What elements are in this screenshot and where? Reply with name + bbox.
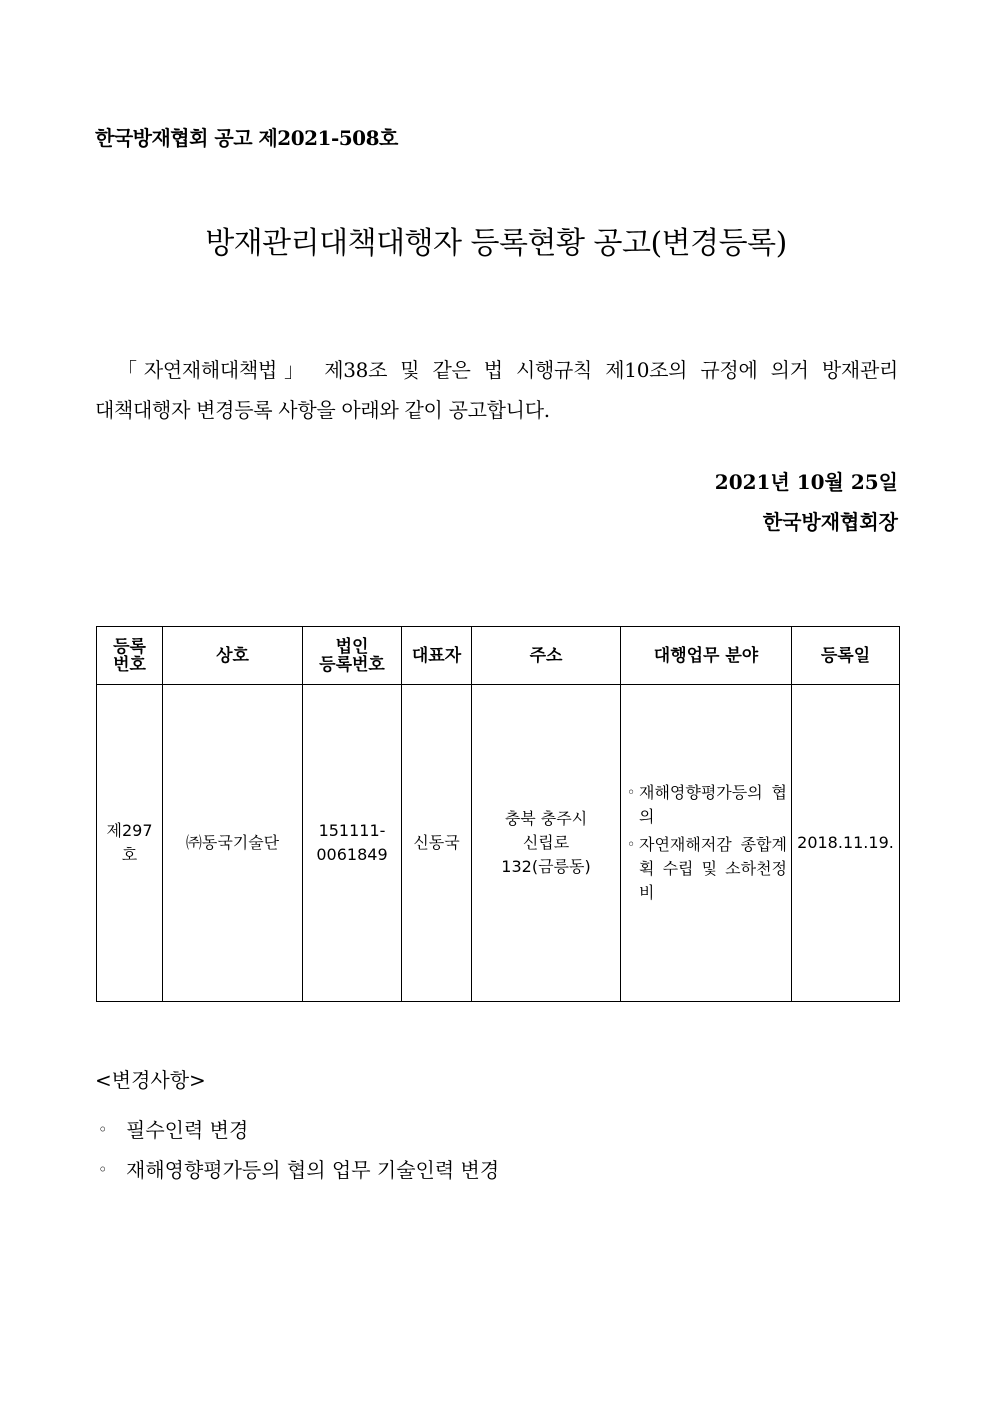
notice-body-line-1: 「자연재해대책법」 제38조 및 같은 법 시행규칙 제10조의 규정에 의거 방재관리 [117, 358, 898, 382]
change-item: 필수인력 변경 [126, 1118, 249, 1142]
cell-corp-no [303, 685, 402, 1002]
document-title: 방재관리대책대행자 등록현황 공고(변경등록) [205, 226, 787, 261]
cell-address [472, 685, 621, 1002]
header-company: 상호 [163, 627, 303, 685]
bullet-icon: ◦ [627, 785, 636, 801]
bullet-icon: ◦ [98, 1120, 108, 1139]
changes-title: <변경사항> [95, 1068, 206, 1092]
changes-list [98, 1110, 499, 1190]
notice-body-line-2: 대책대행자 변경등록 사항을 아래와 같이 공고합니다. [95, 398, 550, 422]
header-fields: 대행업무 분야 [621, 627, 792, 685]
notice-body [95, 350, 898, 430]
header-representative: 대표자 [402, 627, 472, 685]
address-line-2: 신립로 [522, 833, 570, 852]
table-header-row [97, 627, 900, 685]
cell-company: ㈜동국기술단 [163, 685, 303, 1002]
list-item [627, 833, 787, 905]
header-corp-no [303, 627, 402, 685]
header-reg-no-line-2: 번호 [113, 654, 146, 675]
header-reg-date: 등록일 [792, 627, 900, 685]
corp-no-line-2: 0061849 [316, 845, 388, 864]
field-text: 재해영향평가등의 협의 [639, 783, 787, 826]
issuer: 한국방재협회장 [762, 510, 898, 534]
header-corp-no-line-2: 등록번호 [319, 654, 385, 675]
change-item: 재해영향평가등의 협의 업무 기술인력 변경 [126, 1158, 500, 1182]
table-row [97, 685, 900, 1002]
corp-no-line-1: 151111- [318, 821, 386, 840]
cell-fields [621, 685, 792, 1002]
bullet-icon: ◦ [98, 1160, 108, 1179]
list-item [627, 781, 787, 829]
notice-date: 2021년 10월 25일 [714, 470, 898, 494]
list-item [98, 1110, 499, 1150]
bullet-icon: ◦ [627, 837, 636, 853]
address-line-3: 132(금릉동) [501, 857, 591, 876]
list-item [98, 1150, 499, 1190]
field-text: 자연재해저감 종합계획 수립 및 소하천정비 [639, 835, 787, 902]
header-reg-no [97, 627, 163, 685]
cell-reg-date: 2018.11.19. [792, 685, 900, 1002]
address-line-1: 충북 충주시 [504, 809, 588, 828]
header-address: 주소 [472, 627, 621, 685]
header-corp-no-line-1: 법인 [335, 636, 369, 657]
header-reg-no-line-1: 등록 [113, 636, 146, 657]
cell-representative: 신동국 [402, 685, 472, 1002]
cell-reg-no: 제297호 [97, 685, 163, 1002]
registration-table [96, 626, 900, 1002]
notice-number: 한국방재협회 공고 제2021-508호 [95, 126, 398, 150]
